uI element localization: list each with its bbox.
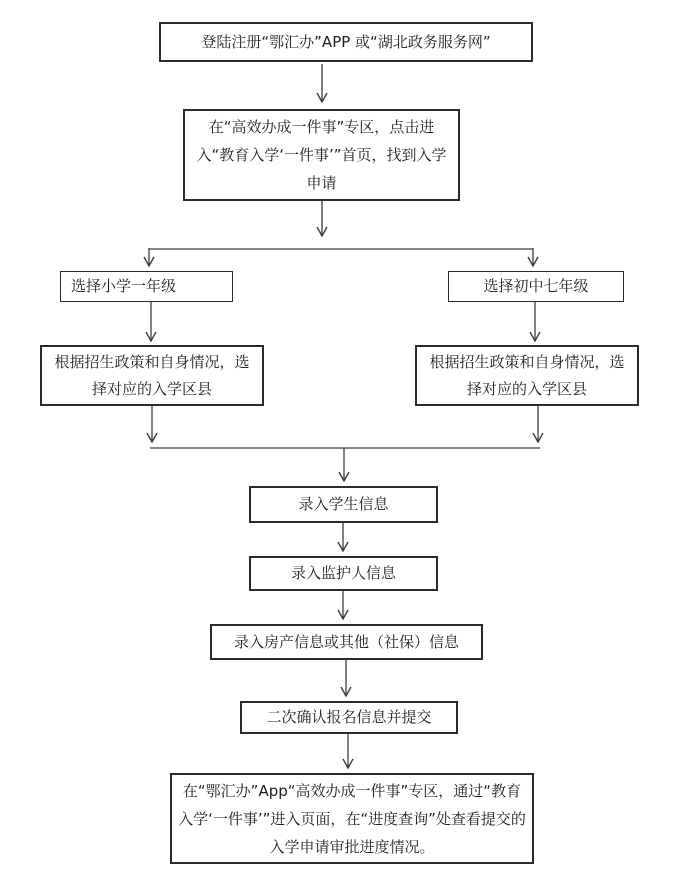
node-progress-query-label: 在“鄂汇办”App“高效办成一件事”专区，通过“教育入学‘一件事’”进入页面，在“进度查询”处查看提交的入学申请审批进度情况。 (178, 781, 526, 856)
node-enter-student-info-label: 录入学生信息 (298, 495, 389, 513)
node-select-district-right-label: 根据招生政策和自身情况，选择对应的入学区县 (429, 352, 625, 398)
node-confirm-and-submit-label: 二次确认报名信息并提交 (266, 708, 432, 726)
node-select-primary-grade1 (60, 271, 233, 302)
node-select-district-right (415, 345, 639, 406)
node-login-register (159, 22, 533, 62)
node-login-register-label: 登陆注册“鄂汇办”APP 或“湖北政务服务网” (201, 32, 491, 51)
node-enter-student-info (249, 486, 438, 523)
node-select-district-left-label: 根据招生政策和自身情况，选择对应的入学区县 (54, 352, 250, 398)
node-enter-guardian-info (249, 556, 438, 591)
node-select-junior-grade7-label: 选择初中七年级 (483, 277, 589, 295)
node-progress-query (170, 773, 534, 864)
node-service-zone-entry-label: 在“高效办成一件事”专区，点击进入“教育入学‘一件事’”首页，找到入学申请 (196, 118, 447, 192)
node-select-district-left (40, 345, 264, 406)
node-confirm-and-submit (240, 701, 458, 734)
node-enter-property-info-label: 录入房产信息或其他（社保）信息 (233, 632, 459, 651)
node-select-junior-grade7 (448, 271, 624, 302)
node-select-primary-grade1-label: 选择小学一年级 (71, 277, 177, 295)
node-enter-guardian-info-label: 录入监护人信息 (290, 564, 396, 582)
node-service-zone-entry (183, 109, 460, 201)
node-enter-property-info (210, 624, 483, 660)
